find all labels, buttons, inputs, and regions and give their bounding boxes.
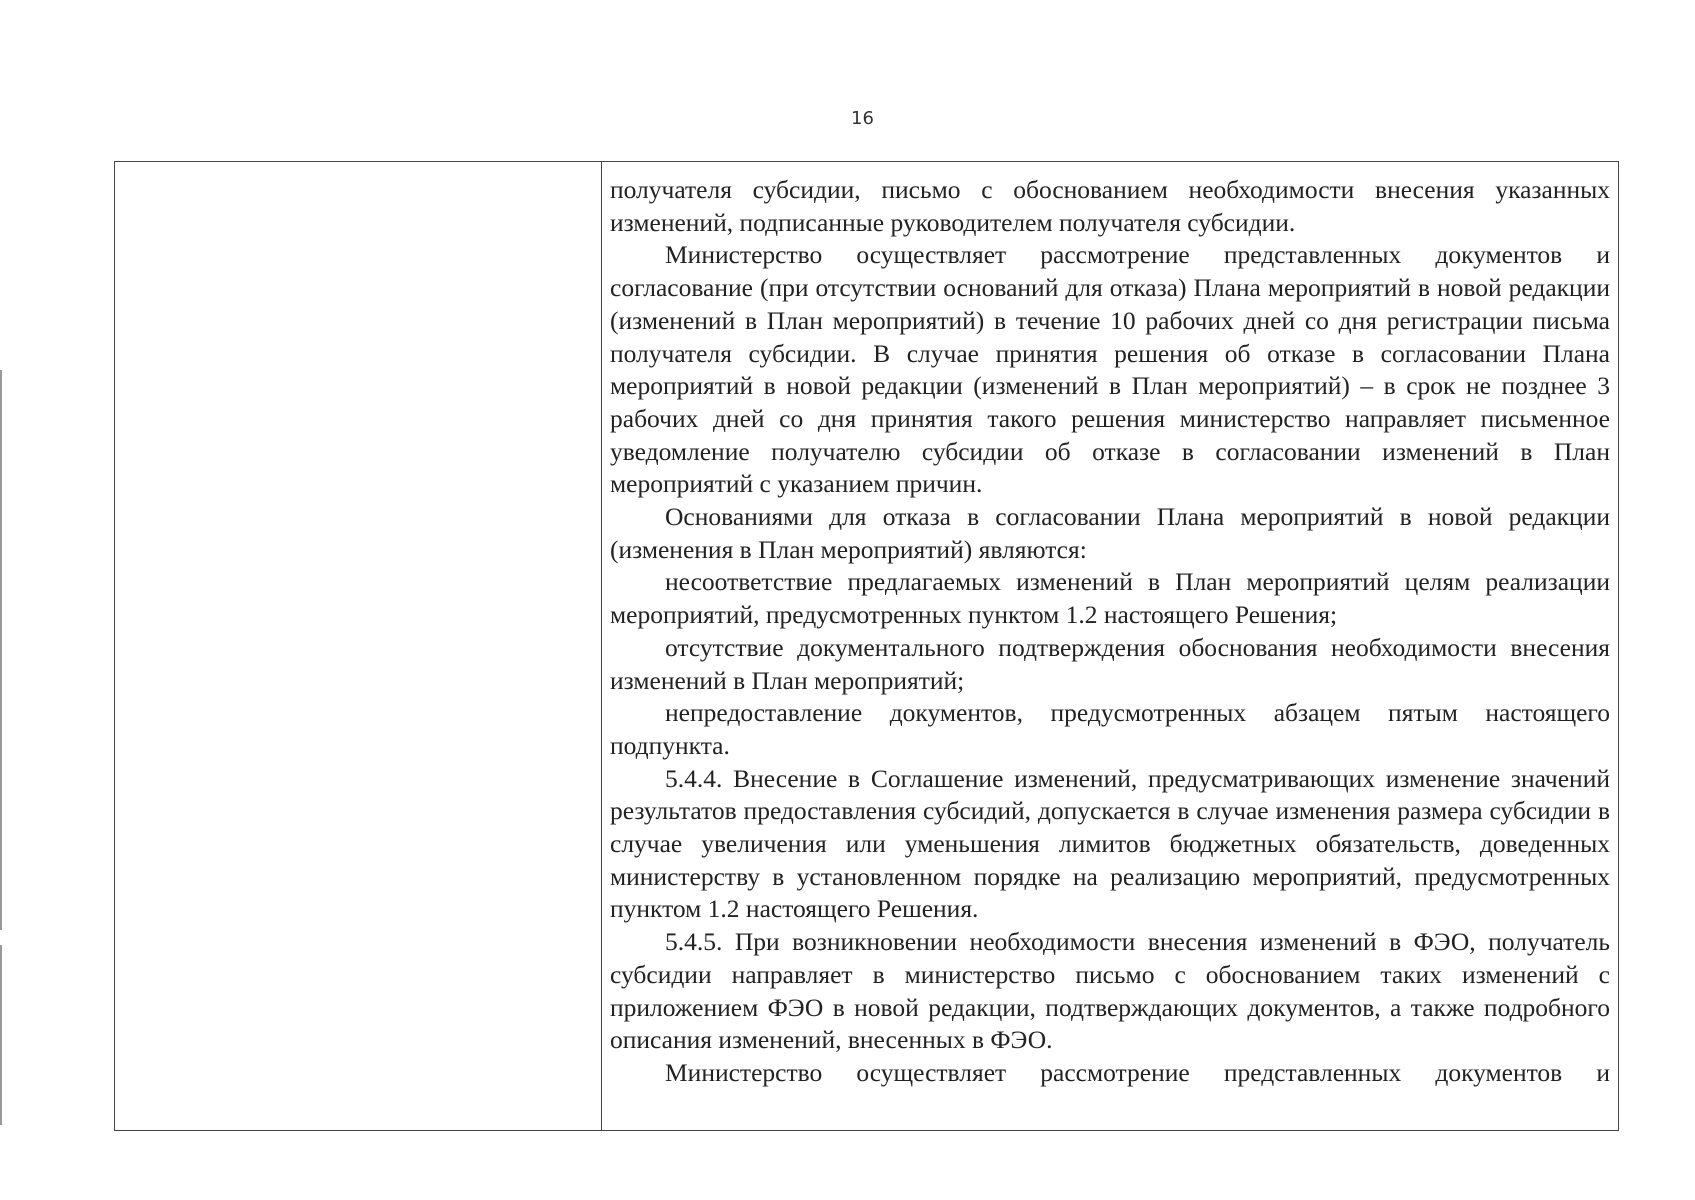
- document-table: [114, 161, 1619, 1131]
- table-right-column: [602, 162, 1618, 1130]
- scan-edge-mark: [0, 370, 2, 930]
- paragraph: получателя субсидии, письмо с обоснованием необходимости внесения указанных изменений, подписанные руководителем получателя субсидии.: [610, 175, 1610, 237]
- paragraph: несоответствие предлагаемых изменений в План мероприятий целям реализации мероприятий, предусмотренных пунктом 1.2 настоящего Решения;: [610, 567, 1610, 630]
- paragraph: Министерство осуществляет рассмотрение представленных документов и: [665, 1057, 1610, 1087]
- table-left-column: [115, 162, 602, 1130]
- paragraph: 5.4.5. При возникновении необходимости внесения изменений в ФЭО, получатель субсидии направляет в министерство письмо с обоснованием таких изменений с приложением ФЭО в новой редакции, подтверждающих документов, а также подробного описания изменений, внесенных в ФЭО.: [610, 927, 1610, 1055]
- paragraph: Основаниями для отказа в согласовании Плана мероприятий в новой редакции (изменения в План мероприятий) являются:: [610, 502, 1610, 564]
- paragraph: отсутствие документального подтверждения обоснования необходимости внесения изменений в План мероприятий;: [610, 632, 1610, 695]
- page-number: 16: [851, 108, 874, 129]
- scan-edge-mark: [0, 945, 2, 1125]
- paragraph: 5.4.4. Внесение в Соглашение изменений, предусматривающих изменение значений результатов предоставления субсидий, допускается в случае изменения размера субсидии в случае увеличения или уменьшения лимитов бюджетных обязательств, доведенных министерству в установленном порядке на реализацию мероприятий, предусмотренных пунктом 1.2 настоящего Решения.: [610, 763, 1610, 924]
- paragraph: Министерство осуществляет рассмотрение представленных документов и согласование (при отсутствии оснований для отказа) Плана мероприятий в новой редакции (изменений в План мероприятий) в течение 10 рабочих дней со дня регистрации письма получателя субсидии. В случае принятия решения об отказе в согласовании Плана мероприятий в новой редакции (изменений в План мероприятий) – в срок не позднее 3 рабочих дней со дня принятия такого решения министерство направляет письменное уведомление получателю субсидии об отказе в согласовании изменений в План мероприятий с указанием причин.: [610, 240, 1610, 499]
- paragraph: непредоставление документов, предусмотренных абзацем пятым настоящего подпункта.: [610, 698, 1610, 760]
